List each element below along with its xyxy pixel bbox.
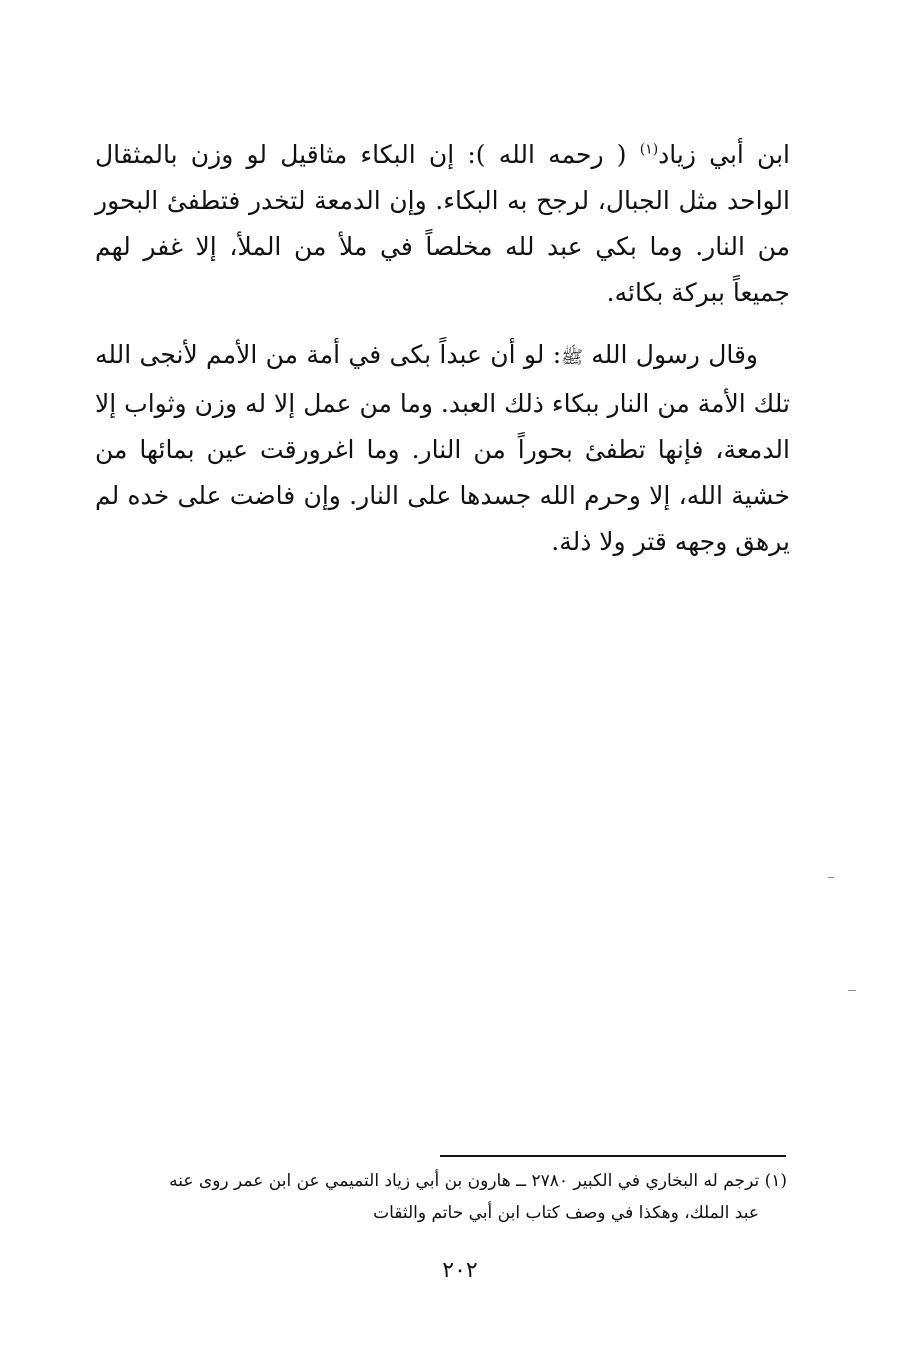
footnote-line-2: عبد الملك، وهكذا في وصف كتاب ابن أبي حاتم والثقات — [373, 1203, 759, 1223]
footnote-reference-mark: (١) — [639, 141, 659, 158]
paragraph-2 — [95, 332, 790, 565]
footnote — [95, 1165, 787, 1229]
paragraph-2-opening: وقال رسول الله — [582, 340, 758, 369]
salutation-ligature: ﷺ — [561, 347, 583, 368]
footnote-line-1: (١) ترجم له البخاري في الكبير ٢٧٨٠ ــ هارون بن أبي زياد التميمي عن ابن عمر روى عنه — [169, 1171, 787, 1191]
paragraph-1-opening: ابن أبي زياد — [658, 140, 790, 169]
paragraph-2-text: : لو أن عبداً بكى في أمة من الأمم لأنجى الله تلك الأمة من النار ببكاء ذلك العبد. وما من عمل إلا له وزن وثواب إلا الدمعة، فإنها تطفىٔ بحوراً من النار. وما اغرورقت عين بمائها من خشية الله، إلا وحرم الله جسدها على النار. وإن فاضت على خده لم يرهق وجهه قتر ولا ذلة. — [95, 340, 790, 556]
paragraph-1 — [95, 132, 790, 316]
footnote-separator — [440, 1155, 786, 1157]
paragraph-1-text: ( رحمه الله ): إن البكاء مثاقيل لو وزن بالمثقال الواحد مثل الجبال، لرجح به البكاء. وإن الدمعة لتخدر فتطفىٔ البحور من النار. وما بكي عبد لله مخلصاً في ملأ من الملأ، إلا غفر لهم جميعاً ببركة بكائه. — [95, 140, 790, 307]
scan-speck — [828, 877, 834, 878]
main-text — [95, 132, 790, 565]
page-number: ٢٠٢ — [442, 1258, 478, 1283]
scan-speck — [848, 990, 856, 991]
